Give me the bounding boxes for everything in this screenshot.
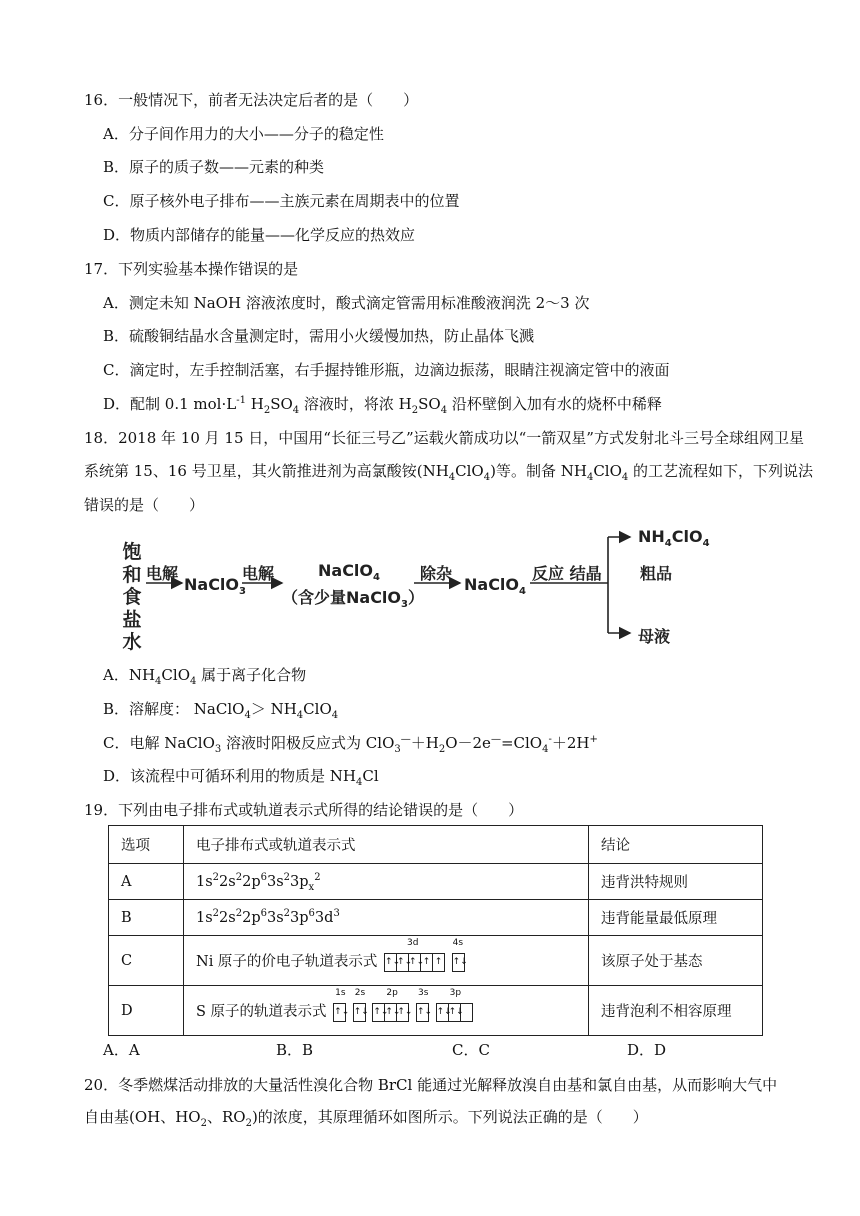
q20-stem-line2: 自由基(OH、$HO_2$、$RO_2$)的浓度，其原理循环如图所示。下列说法正确的是（ ） (84, 1108, 648, 1129)
row-b-conclusion: 违背能量最低原理 (589, 900, 763, 936)
q19-table (108, 825, 763, 1036)
q17-option-c: C．滴定时，左手控制活塞，右手握持锥形瓶，边滴边振荡，眼睛注视滴定管中的液面 (103, 361, 670, 379)
row-c-configuration (184, 936, 589, 986)
table-row (109, 986, 763, 1036)
q17-option-b: B．硫酸铜结晶水含量测定时，需用小火缓慢加热，防止晶体飞溅 (103, 327, 535, 345)
row-d-option: D (109, 986, 184, 1036)
table-row (109, 864, 763, 900)
flow-arrow1-label: 电解 (146, 564, 179, 583)
row-a-conclusion: 违背洪特规则 (589, 864, 763, 900)
flow-output-nh4clo4: $NH_4ClO_4$ (638, 527, 710, 550)
s-2p-orbital: 2p ↑↓ ↑↓ ↑↓ (372, 1002, 409, 1022)
q19-choice-b: B．B (276, 1041, 314, 1059)
q19-choice-d: D．D (627, 1041, 667, 1059)
row-d-configuration (184, 986, 589, 1036)
flow-product-naclo3: NaClO$_3$ (184, 575, 246, 598)
q18-stem-line3: 错误的是（ ） (84, 496, 205, 514)
process-flow-diagram (118, 525, 718, 665)
table-header-row (109, 826, 763, 864)
label-3d: 3d (407, 937, 419, 948)
ni-4s-orbital-diagram: 4s ↑↓ (452, 952, 465, 972)
q17-option-a: A．测定未知 NaOH 溶液浓度时，酸式滴定管需用标准酸液润洗 2～3 次 (103, 294, 590, 312)
q18-option-a: A．$NH_4ClO_4$ 属于离子化合物 (103, 666, 307, 687)
header-configuration: 电子排布式或轨道表示式 (184, 826, 589, 864)
s-3s-orbital: 3s ↑↓ (416, 1002, 429, 1022)
q18-option-b: B．溶解度： NaClO$_4$＞ $NH_4ClO_4$ (103, 700, 339, 721)
row-b-option: B (109, 900, 184, 936)
q16-option-d: D．物质内部储存的能量——化学反应的热效应 (103, 226, 416, 244)
q19-choice-a: A．A (103, 1041, 140, 1059)
header-option: 选项 (109, 826, 184, 864)
row-a-configuration: $1s^22s^22p^63s^23p_x^2$ (184, 864, 589, 900)
label-4s: 4s (452, 937, 464, 948)
row-c-option: C (109, 936, 184, 986)
flow-arrow2-label: 电解 (242, 564, 275, 583)
q20-stem-line1: 20．冬季燃煤活动排放的大量活性溴化合物 BrCl 能通过光解释放溴自由基和氯自由基，从而影响大气中 (84, 1076, 778, 1094)
q17-stem: 17．下列实验基本操作错误的是 (84, 260, 299, 278)
row-b-configuration: $1s^22s^22p^63s^23p^63d^3$ (184, 900, 589, 936)
q19-choice-c: C．C (452, 1041, 490, 1059)
table-row (109, 900, 763, 936)
table-row (109, 936, 763, 986)
flow-start-saturated-brine: 饱和食盐水 (122, 541, 142, 653)
q19-stem: 19．下列由电子排布式或轨道表示式所得的结论错误的是（ ） (84, 801, 524, 819)
q16-option-c: C．原子核外电子排布——主族元素在周期表中的位置 (103, 192, 460, 210)
flow-arrow3-label: 除杂 (420, 564, 453, 583)
row-d-conclusion: 违背泡利不相容原理 (589, 986, 763, 1036)
q16-option-a: A．分子间作用力的大小——分子的稳定性 (103, 125, 384, 143)
flow-output-mother-liquor: 母液 (638, 627, 671, 646)
q18-stem-line2: 系统第 15、16 号卫星，其火箭推进剂为高氯酸铵$(NH_4ClO_4)$等。制备 $NH_4ClO_4$ 的工艺流程如下，下列说法 (84, 462, 814, 483)
header-conclusion: 结论 (589, 826, 763, 864)
q18-option-d: D．该流程中可循环利用的物质是 $NH_4Cl$ (103, 767, 379, 788)
q18-option-c: C．电解 NaClO$_3$ 溶液时阳极反应式为 $ClO_3^—+H_2O-2e^—=ClO_4^-+2H^+$ (103, 734, 598, 755)
s-2s-orbital: 2s ↑↓ (353, 1002, 366, 1022)
row-c-text: Ni 原子的价电子轨道表示式 (196, 953, 378, 970)
row-a-option: A (109, 864, 184, 900)
flow-product-naclo4-pure: NaClO$_4$ (464, 575, 526, 598)
q16-stem: 16．一般情况下，前者无法决定后者的是（ ） (84, 91, 419, 109)
row-c-conclusion: 该原子处于基态 (589, 936, 763, 986)
row-d-text: S 原子的轨道表示式 (196, 1003, 327, 1020)
ni-3d-orbital-diagram: 3d ↑↓ ↑↓ ↑↓ ↑ ↑ (384, 952, 445, 972)
flow-arrow4-label: 反应 结晶 (532, 564, 602, 583)
q16-option-b: B．原子的质子数——元素的种类 (103, 158, 325, 176)
q17-option-d: D．配制 0.1 $mol\cdot L^{-1}$ $H_2SO_4$ 溶液时，将浓 $H_2SO_4$ 沿杯壁倒入加有水的烧杯中稀释 (103, 395, 662, 416)
flow-product-naclo4-note: （含少量NaClO$_3$） (282, 588, 425, 611)
flow-output-crude-label: 粗品 (640, 564, 673, 583)
s-1s-orbital: 1s ↑↓ (333, 1002, 346, 1022)
flow-product-naclo4: NaClO$_4$ (318, 561, 380, 584)
q18-stem-line1: 18．2018 年 10 月 15 日，中国用“长征三号乙”运载火箭成功以“一箭双星”方式发射北斗三号全球组网卫星 (84, 429, 804, 447)
s-3p-orbital: 3p ↑↓ ↑↓ (436, 1002, 473, 1022)
